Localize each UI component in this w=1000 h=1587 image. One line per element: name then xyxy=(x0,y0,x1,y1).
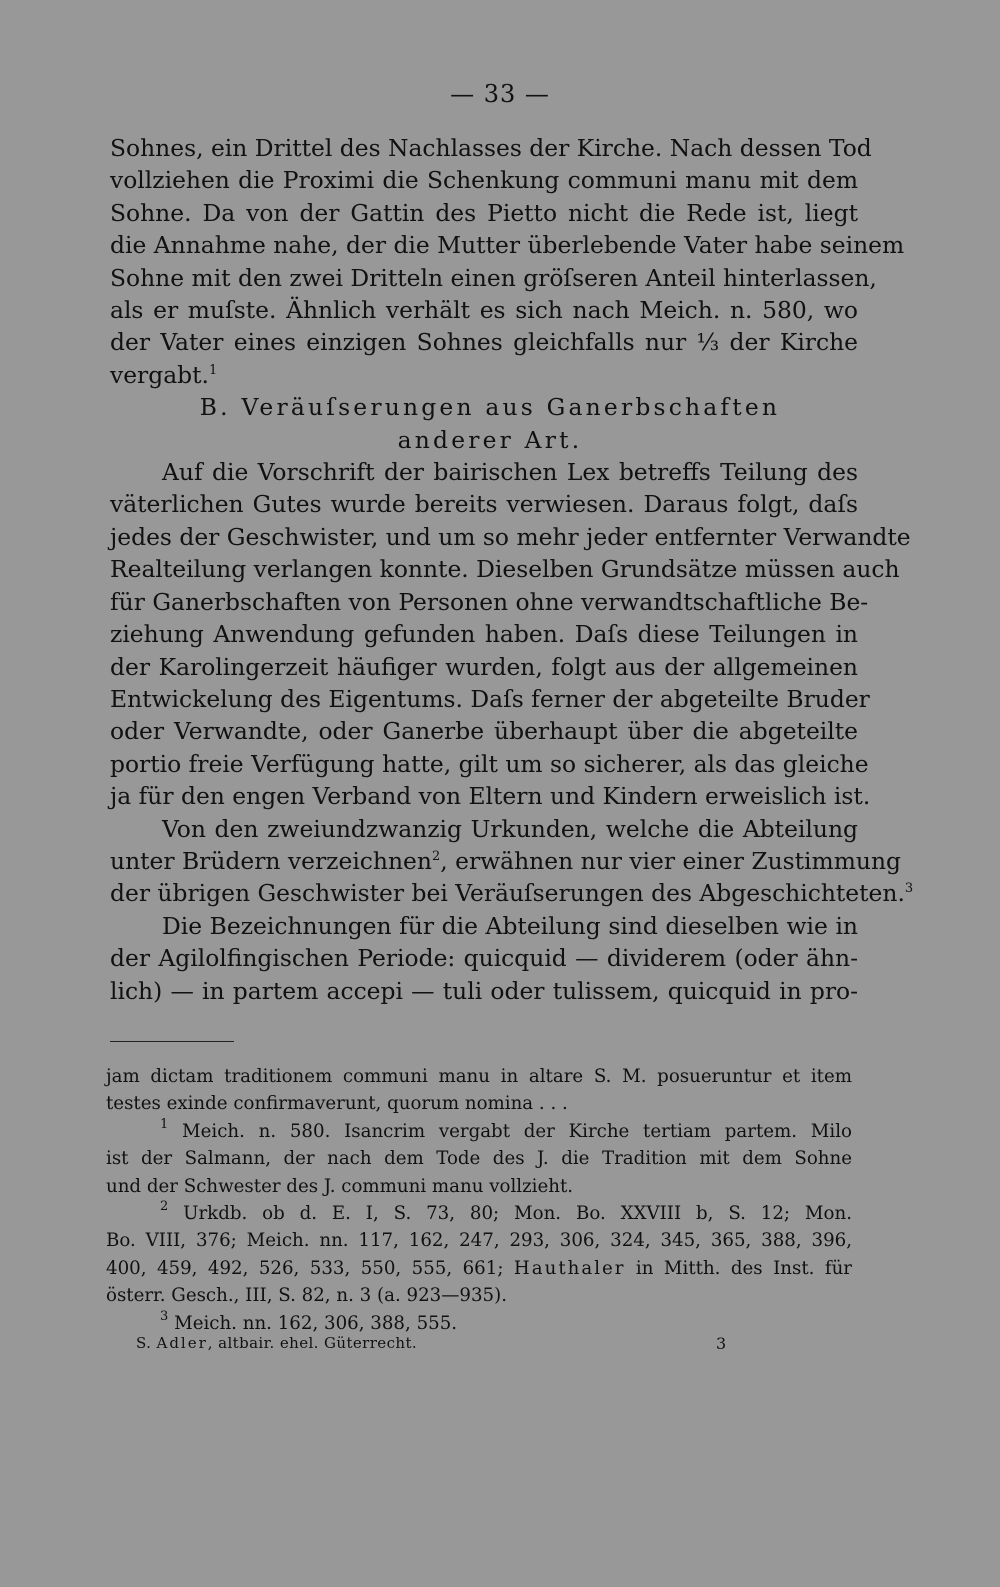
text-line: für Ganerbschaften von Personen ohne verwandtschaftliche Be- xyxy=(110,587,869,616)
footnotes xyxy=(106,1063,852,1337)
sheet-number: 3 xyxy=(716,1334,727,1353)
text-fragment: unter Brüdern verzeichnen xyxy=(110,846,432,875)
footnote-marker: 1 xyxy=(160,1116,169,1132)
footnote-line: ist der Salmann, der nach dem Tode des J. die Tradition mit dem Sohne xyxy=(106,1148,852,1170)
sheet-signature xyxy=(136,1334,736,1352)
text-fragment: Meich. nn. 162, 306, 388, 555. xyxy=(174,1312,458,1334)
signature-title: , altbair. ehel. Güterrecht. xyxy=(207,1334,418,1352)
paragraph-continuation xyxy=(110,132,905,391)
footnote-1 xyxy=(106,1118,852,1200)
paragraph xyxy=(110,813,914,910)
text-line: Sohnes, ein Drittel des Nachlasses der Kirche. Nach dessen Tod xyxy=(110,134,872,162)
text-line: Sohne. Da von der Gattin des Pietto nicht die Rede ist, liegt xyxy=(110,198,858,227)
text-fragment: Meich. n. 580. Isancrim vergabt der Kirche tertiam partem. Milo xyxy=(182,1120,852,1142)
section-heading-line-2: anderer Art. xyxy=(397,425,583,454)
footnote-divider xyxy=(110,1041,234,1042)
text-line: jedes der Geschwister, und um so mehr jeder entfernter Verwandte xyxy=(110,522,911,551)
text-line: der Karolingerzeit häufiger wurden, folgt aus der allgemeinen xyxy=(110,652,858,681)
footnote-line xyxy=(106,1200,852,1227)
text-line: ziehung Anwendung gefunden haben. Daſs diese Teilungen in xyxy=(110,620,858,649)
footnote-line: jam dictam traditionem communi manu in altare S. M. posueruntur et item xyxy=(106,1066,852,1087)
text-line: Entwickelung des Eigentums. Daſs ferner der abgeteilte Bruder xyxy=(110,684,870,713)
signature-author: Adler xyxy=(156,1334,208,1352)
footnote-reference: 2 xyxy=(431,848,441,864)
paragraph xyxy=(110,456,911,812)
text-fragment: vergabt. xyxy=(110,360,209,389)
footnote-line xyxy=(106,1118,852,1145)
text-line xyxy=(110,359,858,391)
text-fragment: , erwähnen nur vier einer Zustimmung xyxy=(440,846,901,875)
footnote-marker: 2 xyxy=(160,1199,169,1215)
text-line: portio freie Verfügung hatte, gilt um so sicherer, als das gleiche xyxy=(110,749,869,778)
text-line: ja für den engen Verband von Eltern und Kindern erweislich ist. xyxy=(110,782,871,811)
section-heading xyxy=(110,391,790,456)
text-line: vollziehen die Proximi die Schenkung communi manu mit dem xyxy=(110,166,858,195)
text-fragment: 400, 459, 492, 526, 533, 550, 555, 661; xyxy=(106,1257,514,1279)
footnote-marker: 3 xyxy=(160,1308,169,1324)
text-line: Die Bezeichnungen für die Abteilung sind dieselben wie in xyxy=(162,911,858,940)
text-line: lich) — in partem accepi — tuli oder tulissem, quicquid in pro- xyxy=(110,976,858,1005)
text-fragment: in Mitth. des Inst. für xyxy=(625,1257,852,1279)
signature-prefix: S. xyxy=(136,1334,157,1352)
text-line: Sohne mit den zwei Dritteln einen gröſseren Anteil hinterlassen, xyxy=(110,263,877,292)
text-line: Von den zweiundzwanzig Urkunden, welche die Abteilung xyxy=(162,814,858,843)
text-line: Auf die Vorschrift der bairischen Lex betreffs Teilung des xyxy=(162,458,858,487)
page-number: — 33 — xyxy=(450,80,550,108)
text-line: die Annahme nahe, der die Mutter überlebende Vater habe seinem xyxy=(110,231,905,260)
text-fragment: der übrigen Geschwister bei Veräuſserungen des Abgeschichteten. xyxy=(110,879,905,908)
main-text xyxy=(110,132,914,1007)
text-line xyxy=(110,845,901,877)
footnote-line xyxy=(106,1255,852,1282)
footnote-reference: 3 xyxy=(904,881,914,897)
text-fragment: Urkdb. ob d. E. I, S. 73, 80; Mon. Bo. XXVIII b, S. 12; Mon. xyxy=(183,1203,852,1225)
text-line xyxy=(110,877,914,909)
footnote-3 xyxy=(106,1310,852,1337)
text-line: der Agilolfingischen Periode: quicquid — dividerem (oder ähn- xyxy=(110,944,858,973)
footnote-2 xyxy=(106,1200,852,1310)
footnote-line: Bo. VIII, 376; Meich. nn. 117, 162, 247, 293, 306, 324, 345, 365, 388, 396, xyxy=(106,1230,852,1252)
author-name: Hauthaler xyxy=(513,1257,626,1279)
footnote-continuation xyxy=(106,1063,852,1118)
section-heading-line-1: B. Veräuſserungen aus Ganerbschaften xyxy=(199,393,781,422)
text-line: oder Verwandte, oder Ganerbe überhaupt über die abgeteilte xyxy=(110,717,858,746)
footnote-line xyxy=(106,1310,852,1337)
footnote-line: österr. Gesch., III, S. 82, n. 3 (a. 923—935). xyxy=(106,1285,507,1307)
footnote-line: und der Schwester des J. communi manu vollzieht. xyxy=(106,1175,574,1197)
text-line: väterlichen Gutes wurde bereits verwiesen. Daraus folgt, daſs xyxy=(110,490,858,519)
paragraph xyxy=(110,910,858,1007)
text-line: der Vater eines einzigen Sohnes gleichfalls nur ⅓ der Kirche xyxy=(110,328,858,357)
footnote-reference: 1 xyxy=(208,362,218,378)
text-line: als er muſste. Ähnlich verhält es sich nach Meich. n. 580, wo xyxy=(110,296,858,325)
footnote-line: testes exinde confirmaverunt, quorum nomina . . . xyxy=(106,1093,568,1115)
text-line: Realteilung verlangen konnte. Dieselben Grundsätze müssen auch xyxy=(110,555,900,584)
